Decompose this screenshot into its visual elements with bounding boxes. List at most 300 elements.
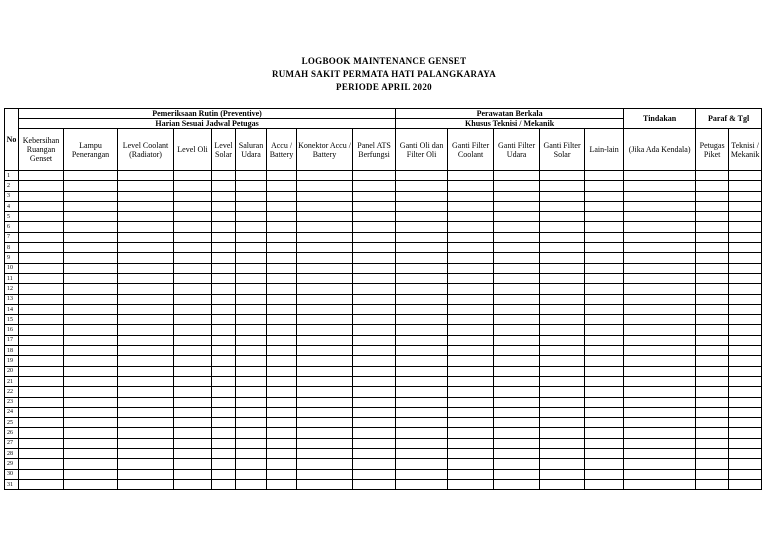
table-cell[interactable] [174,325,212,335]
table-cell[interactable] [353,325,396,335]
table-cell[interactable] [118,376,174,386]
table-cell[interactable] [494,294,540,304]
table-cell[interactable] [540,253,585,263]
table-cell[interactable] [494,304,540,314]
table-cell[interactable] [624,428,696,438]
table-cell[interactable] [174,232,212,242]
table-cell[interactable] [118,222,174,232]
table-cell[interactable] [494,222,540,232]
table-cell[interactable] [19,201,64,211]
table-cell[interactable] [448,479,494,489]
table-cell[interactable] [236,428,267,438]
table-cell[interactable] [494,469,540,479]
table-cell[interactable] [494,315,540,325]
table-cell[interactable] [540,181,585,191]
table-cell[interactable] [585,418,624,428]
table-cell[interactable] [236,449,267,459]
table-cell[interactable] [540,294,585,304]
table-cell[interactable] [297,212,353,222]
table-cell[interactable] [297,346,353,356]
table-cell[interactable] [729,449,762,459]
table-cell[interactable] [585,407,624,417]
table-cell[interactable] [624,418,696,428]
table-cell[interactable] [64,346,118,356]
table-cell[interactable] [267,171,297,181]
table-cell[interactable] [624,449,696,459]
table-cell[interactable] [297,263,353,273]
table-cell[interactable] [494,253,540,263]
table-cell[interactable] [729,284,762,294]
table-cell[interactable] [212,212,236,222]
table-cell[interactable] [297,243,353,253]
table-cell[interactable] [696,438,729,448]
table-cell[interactable] [448,325,494,335]
table-cell[interactable] [236,479,267,489]
table-cell[interactable] [729,325,762,335]
table-cell[interactable] [64,201,118,211]
table-cell[interactable] [118,459,174,469]
table-cell[interactable] [729,243,762,253]
table-cell[interactable] [19,335,64,345]
table-cell[interactable] [353,438,396,448]
table-cell[interactable] [64,304,118,314]
table-cell[interactable] [696,346,729,356]
table-cell[interactable] [118,346,174,356]
table-cell[interactable] [174,181,212,191]
table-cell[interactable] [19,284,64,294]
table-cell[interactable] [297,366,353,376]
table-cell[interactable] [236,243,267,253]
table-cell[interactable] [297,222,353,232]
table-cell[interactable] [448,181,494,191]
table-cell[interactable] [64,335,118,345]
table-cell[interactable] [118,284,174,294]
table-cell[interactable] [540,479,585,489]
table-cell[interactable] [267,201,297,211]
table-cell[interactable] [174,191,212,201]
table-cell[interactable] [64,366,118,376]
table-cell[interactable] [540,428,585,438]
table-cell[interactable] [585,294,624,304]
table-cell[interactable] [267,479,297,489]
table-cell[interactable] [174,438,212,448]
table-cell[interactable] [624,181,696,191]
table-cell[interactable] [267,407,297,417]
table-cell[interactable] [353,459,396,469]
table-cell[interactable] [297,304,353,314]
table-cell[interactable] [540,449,585,459]
table-cell[interactable] [267,243,297,253]
table-cell[interactable] [729,171,762,181]
table-cell[interactable] [19,222,64,232]
table-cell[interactable] [585,459,624,469]
table-cell[interactable] [585,263,624,273]
table-cell[interactable] [236,315,267,325]
table-cell[interactable] [540,315,585,325]
table-cell[interactable] [396,315,448,325]
table-cell[interactable] [624,273,696,283]
table-cell[interactable] [212,449,236,459]
table-cell[interactable] [448,304,494,314]
table-cell[interactable] [174,243,212,253]
table-cell[interactable] [540,469,585,479]
table-cell[interactable] [585,428,624,438]
table-cell[interactable] [174,428,212,438]
table-cell[interactable] [64,294,118,304]
table-cell[interactable] [396,356,448,366]
table-cell[interactable] [494,243,540,253]
table-cell[interactable] [624,294,696,304]
table-cell[interactable] [494,418,540,428]
table-cell[interactable] [64,263,118,273]
table-cell[interactable] [729,438,762,448]
table-cell[interactable] [696,273,729,283]
table-cell[interactable] [118,479,174,489]
table-cell[interactable] [19,356,64,366]
table-cell[interactable] [174,418,212,428]
table-cell[interactable] [585,181,624,191]
table-cell[interactable] [448,294,494,304]
table-cell[interactable] [494,479,540,489]
table-cell[interactable] [19,387,64,397]
table-cell[interactable] [494,449,540,459]
table-cell[interactable] [696,459,729,469]
table-cell[interactable] [396,449,448,459]
table-cell[interactable] [494,428,540,438]
table-cell[interactable] [19,469,64,479]
table-cell[interactable] [212,459,236,469]
table-cell[interactable] [696,335,729,345]
table-cell[interactable] [624,253,696,263]
table-cell[interactable] [174,356,212,366]
table-cell[interactable] [624,376,696,386]
table-cell[interactable] [353,397,396,407]
table-cell[interactable] [19,232,64,242]
table-cell[interactable] [267,253,297,263]
table-cell[interactable] [19,376,64,386]
table-cell[interactable] [297,335,353,345]
table-cell[interactable] [118,232,174,242]
table-cell[interactable] [267,418,297,428]
table-cell[interactable] [19,366,64,376]
table-cell[interactable] [494,181,540,191]
table-cell[interactable] [212,397,236,407]
table-cell[interactable] [64,356,118,366]
table-cell[interactable] [696,263,729,273]
table-cell[interactable] [729,397,762,407]
table-cell[interactable] [236,284,267,294]
table-cell[interactable] [396,469,448,479]
table-cell[interactable] [64,428,118,438]
table-cell[interactable] [494,191,540,201]
table-cell[interactable] [729,335,762,345]
table-cell[interactable] [448,346,494,356]
table-cell[interactable] [212,335,236,345]
table-cell[interactable] [353,428,396,438]
table-cell[interactable] [448,376,494,386]
table-cell[interactable] [174,253,212,263]
table-cell[interactable] [448,243,494,253]
table-cell[interactable] [448,191,494,201]
table-cell[interactable] [19,418,64,428]
table-cell[interactable] [64,181,118,191]
table-cell[interactable] [174,366,212,376]
table-cell[interactable] [297,294,353,304]
table-cell[interactable] [494,407,540,417]
table-cell[interactable] [448,273,494,283]
table-cell[interactable] [212,201,236,211]
table-cell[interactable] [353,479,396,489]
table-cell[interactable] [212,346,236,356]
table-cell[interactable] [696,397,729,407]
table-cell[interactable] [19,459,64,469]
table-cell[interactable] [64,325,118,335]
table-cell[interactable] [118,397,174,407]
table-cell[interactable] [494,459,540,469]
table-cell[interactable] [236,171,267,181]
table-cell[interactable] [585,222,624,232]
table-cell[interactable] [267,387,297,397]
table-cell[interactable] [212,407,236,417]
table-cell[interactable] [19,191,64,201]
table-cell[interactable] [729,201,762,211]
table-cell[interactable] [19,181,64,191]
table-cell[interactable] [540,273,585,283]
table-cell[interactable] [540,397,585,407]
table-cell[interactable] [540,346,585,356]
table-cell[interactable] [212,356,236,366]
table-cell[interactable] [696,315,729,325]
table-cell[interactable] [118,315,174,325]
table-cell[interactable] [396,304,448,314]
table-cell[interactable] [353,366,396,376]
table-cell[interactable] [118,438,174,448]
table-cell[interactable] [212,315,236,325]
table-cell[interactable] [212,284,236,294]
table-cell[interactable] [540,232,585,242]
table-cell[interactable] [212,222,236,232]
table-cell[interactable] [540,335,585,345]
table-cell[interactable] [118,294,174,304]
table-cell[interactable] [297,397,353,407]
table-cell[interactable] [396,191,448,201]
table-cell[interactable] [585,438,624,448]
table-cell[interactable] [19,253,64,263]
table-cell[interactable] [396,171,448,181]
table-cell[interactable] [448,366,494,376]
table-cell[interactable] [19,304,64,314]
table-cell[interactable] [118,335,174,345]
table-cell[interactable] [118,253,174,263]
table-cell[interactable] [624,325,696,335]
table-cell[interactable] [174,273,212,283]
table-cell[interactable] [64,273,118,283]
table-cell[interactable] [212,438,236,448]
table-cell[interactable] [448,449,494,459]
table-cell[interactable] [494,438,540,448]
table-cell[interactable] [118,356,174,366]
table-cell[interactable] [696,407,729,417]
table-cell[interactable] [353,356,396,366]
table-cell[interactable] [494,376,540,386]
table-cell[interactable] [624,284,696,294]
table-cell[interactable] [64,469,118,479]
table-cell[interactable] [396,418,448,428]
table-cell[interactable] [267,315,297,325]
table-cell[interactable] [396,366,448,376]
table-cell[interactable] [236,459,267,469]
table-cell[interactable] [448,171,494,181]
table-cell[interactable] [448,397,494,407]
table-cell[interactable] [696,356,729,366]
table-cell[interactable] [174,407,212,417]
table-cell[interactable] [696,469,729,479]
table-cell[interactable] [396,376,448,386]
table-cell[interactable] [540,366,585,376]
table-cell[interactable] [696,191,729,201]
table-cell[interactable] [212,366,236,376]
table-cell[interactable] [64,253,118,263]
table-cell[interactable] [624,356,696,366]
table-cell[interactable] [353,387,396,397]
table-cell[interactable] [396,387,448,397]
table-cell[interactable] [267,376,297,386]
table-cell[interactable] [64,315,118,325]
table-cell[interactable] [297,387,353,397]
table-cell[interactable] [64,449,118,459]
table-cell[interactable] [212,325,236,335]
table-cell[interactable] [64,479,118,489]
table-cell[interactable] [212,376,236,386]
table-cell[interactable] [396,273,448,283]
table-cell[interactable] [297,201,353,211]
table-cell[interactable] [353,181,396,191]
table-cell[interactable] [696,418,729,428]
table-cell[interactable] [448,418,494,428]
table-cell[interactable] [267,304,297,314]
table-cell[interactable] [297,171,353,181]
table-cell[interactable] [267,181,297,191]
table-cell[interactable] [19,479,64,489]
table-cell[interactable] [448,201,494,211]
table-cell[interactable] [585,387,624,397]
table-cell[interactable] [696,222,729,232]
table-cell[interactable] [64,387,118,397]
table-cell[interactable] [540,407,585,417]
table-cell[interactable] [696,387,729,397]
table-cell[interactable] [236,438,267,448]
table-cell[interactable] [64,284,118,294]
table-cell[interactable] [729,469,762,479]
table-cell[interactable] [494,263,540,273]
table-cell[interactable] [448,356,494,366]
table-cell[interactable] [624,212,696,222]
table-cell[interactable] [174,263,212,273]
table-cell[interactable] [118,212,174,222]
table-cell[interactable] [353,376,396,386]
table-cell[interactable] [540,222,585,232]
table-cell[interactable] [494,171,540,181]
table-cell[interactable] [494,325,540,335]
table-cell[interactable] [494,387,540,397]
table-cell[interactable] [624,366,696,376]
table-cell[interactable] [696,428,729,438]
table-cell[interactable] [624,335,696,345]
table-cell[interactable] [267,294,297,304]
table-cell[interactable] [448,459,494,469]
table-cell[interactable] [174,459,212,469]
table-cell[interactable] [297,181,353,191]
table-cell[interactable] [448,232,494,242]
table-cell[interactable] [297,438,353,448]
table-cell[interactable] [64,232,118,242]
table-cell[interactable] [624,315,696,325]
table-cell[interactable] [174,315,212,325]
table-cell[interactable] [353,407,396,417]
table-cell[interactable] [19,171,64,181]
table-cell[interactable] [396,232,448,242]
table-cell[interactable] [540,263,585,273]
table-cell[interactable] [396,407,448,417]
table-cell[interactable] [118,263,174,273]
table-cell[interactable] [729,191,762,201]
table-cell[interactable] [396,222,448,232]
table-cell[interactable] [118,387,174,397]
table-cell[interactable] [64,212,118,222]
table-cell[interactable] [729,212,762,222]
table-cell[interactable] [540,171,585,181]
table-cell[interactable] [396,325,448,335]
table-cell[interactable] [396,438,448,448]
table-cell[interactable] [267,459,297,469]
table-cell[interactable] [696,212,729,222]
table-cell[interactable] [729,232,762,242]
table-cell[interactable] [585,232,624,242]
table-cell[interactable] [729,479,762,489]
table-cell[interactable] [267,428,297,438]
table-cell[interactable] [297,459,353,469]
table-cell[interactable] [624,387,696,397]
table-cell[interactable] [64,243,118,253]
table-cell[interactable] [448,469,494,479]
table-cell[interactable] [396,294,448,304]
table-cell[interactable] [540,325,585,335]
table-cell[interactable] [212,479,236,489]
table-cell[interactable] [297,325,353,335]
table-cell[interactable] [696,294,729,304]
table-cell[interactable] [236,273,267,283]
table-cell[interactable] [236,232,267,242]
table-cell[interactable] [267,325,297,335]
table-cell[interactable] [64,438,118,448]
table-cell[interactable] [267,273,297,283]
table-cell[interactable] [236,387,267,397]
table-cell[interactable] [624,171,696,181]
table-cell[interactable] [729,273,762,283]
table-cell[interactable] [174,397,212,407]
table-cell[interactable] [353,243,396,253]
table-cell[interactable] [353,201,396,211]
table-cell[interactable] [236,397,267,407]
table-cell[interactable] [212,418,236,428]
table-cell[interactable] [19,407,64,417]
table-cell[interactable] [212,294,236,304]
table-cell[interactable] [118,428,174,438]
table-cell[interactable] [448,335,494,345]
table-cell[interactable] [448,222,494,232]
table-cell[interactable] [297,428,353,438]
table-cell[interactable] [585,325,624,335]
